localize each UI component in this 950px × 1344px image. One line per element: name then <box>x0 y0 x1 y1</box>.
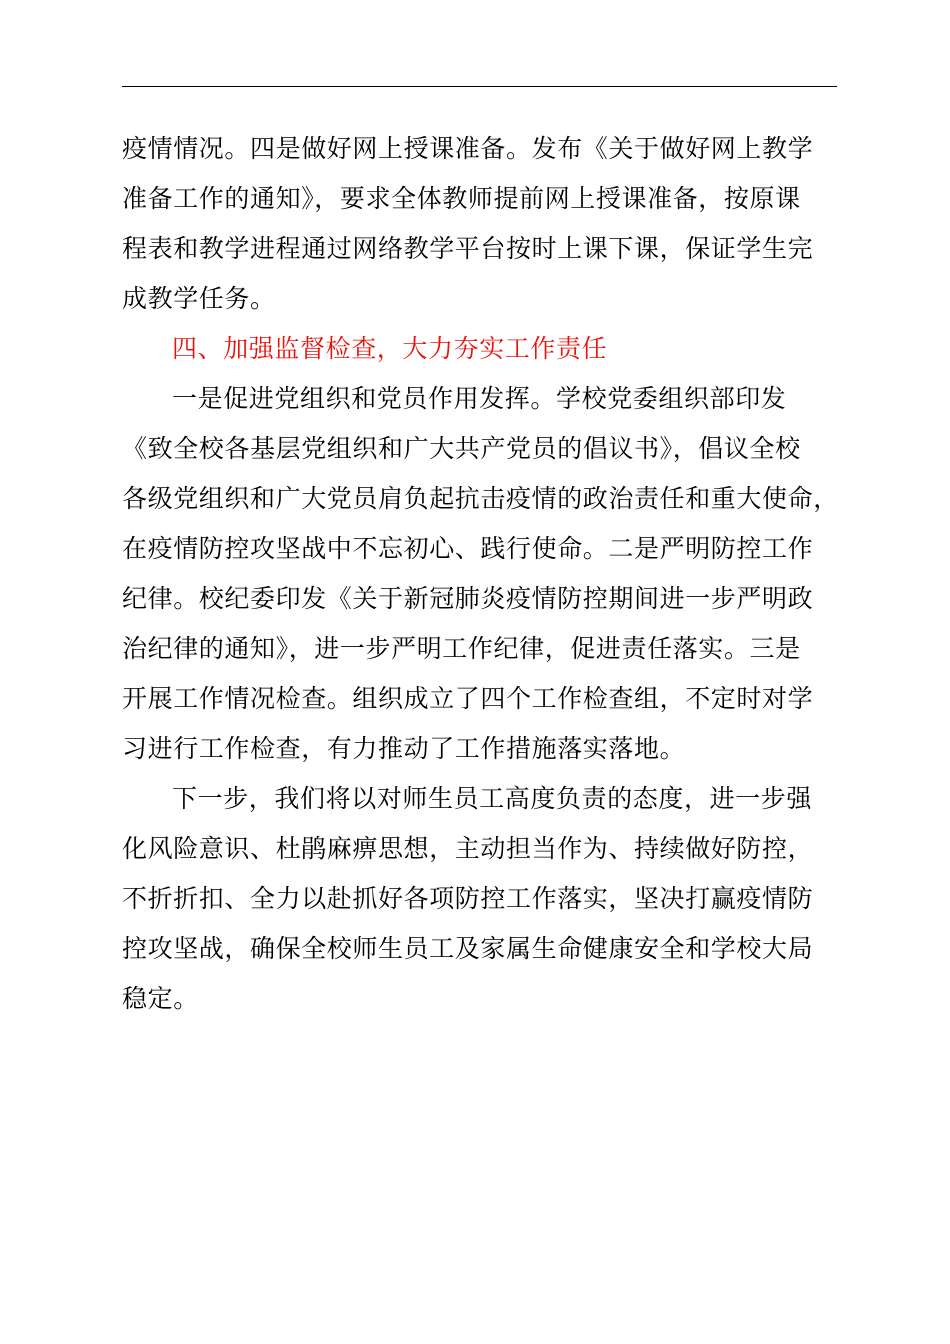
body-line: 准备工作的通知》，要求全体教师提前网上授课准备，按原课 <box>122 184 801 213</box>
body-line: 成教学任务。 <box>122 284 276 313</box>
body-line: 习进行工作检查，有力推动了工作措施落实落地。 <box>122 734 686 763</box>
header-rule <box>122 86 837 87</box>
body-line: 下一步，我们将以对师生员工高度负责的态度，进一步强 <box>172 784 813 813</box>
section-heading: 四、加强监督检查，大力夯实工作责任 <box>172 334 608 363</box>
body-line: 治纪律的通知》，进一步严明工作纪律，促进责任落实。三是 <box>122 634 801 663</box>
body-line: 《致全校各基层党组织和广大共产党员的倡议书》，倡议全校 <box>122 434 801 463</box>
body-line: 开展工作情况检查。组织成立了四个工作检查组，不定时对学 <box>122 684 814 713</box>
body-line: 一是促进党组织和党员作用发挥。学校党委组织部印发 <box>172 384 787 413</box>
body-line: 疫情情况。四是做好网上授课准备。发布《关于做好网上教学 <box>122 134 814 163</box>
body-line: 稳定。 <box>122 984 199 1013</box>
body-line: 在疫情防控攻坚战中不忘初心、践行使命。二是严明防控工作 <box>122 534 814 563</box>
body-line: 化风险意识、杜鹃麻痹思想，主动担当作为、持续做好防控， <box>122 834 814 863</box>
body-line: 程表和教学进程通过网络教学平台按时上课下课，保证学生完 <box>122 234 814 263</box>
body-line: 纪律。校纪委印发《关于新冠肺炎疫情防控期间进一步严明政 <box>122 584 814 613</box>
body-line: 控攻坚战，确保全校师生员工及家属生命健康安全和学校大局 <box>122 934 814 963</box>
body-line: 不折折扣、全力以赴抓好各项防控工作落实，坚决打赢疫情防 <box>122 884 814 913</box>
body-line: 各级党组织和广大党员肩负起抗击疫情的政治责任和重大使命， <box>122 484 839 513</box>
